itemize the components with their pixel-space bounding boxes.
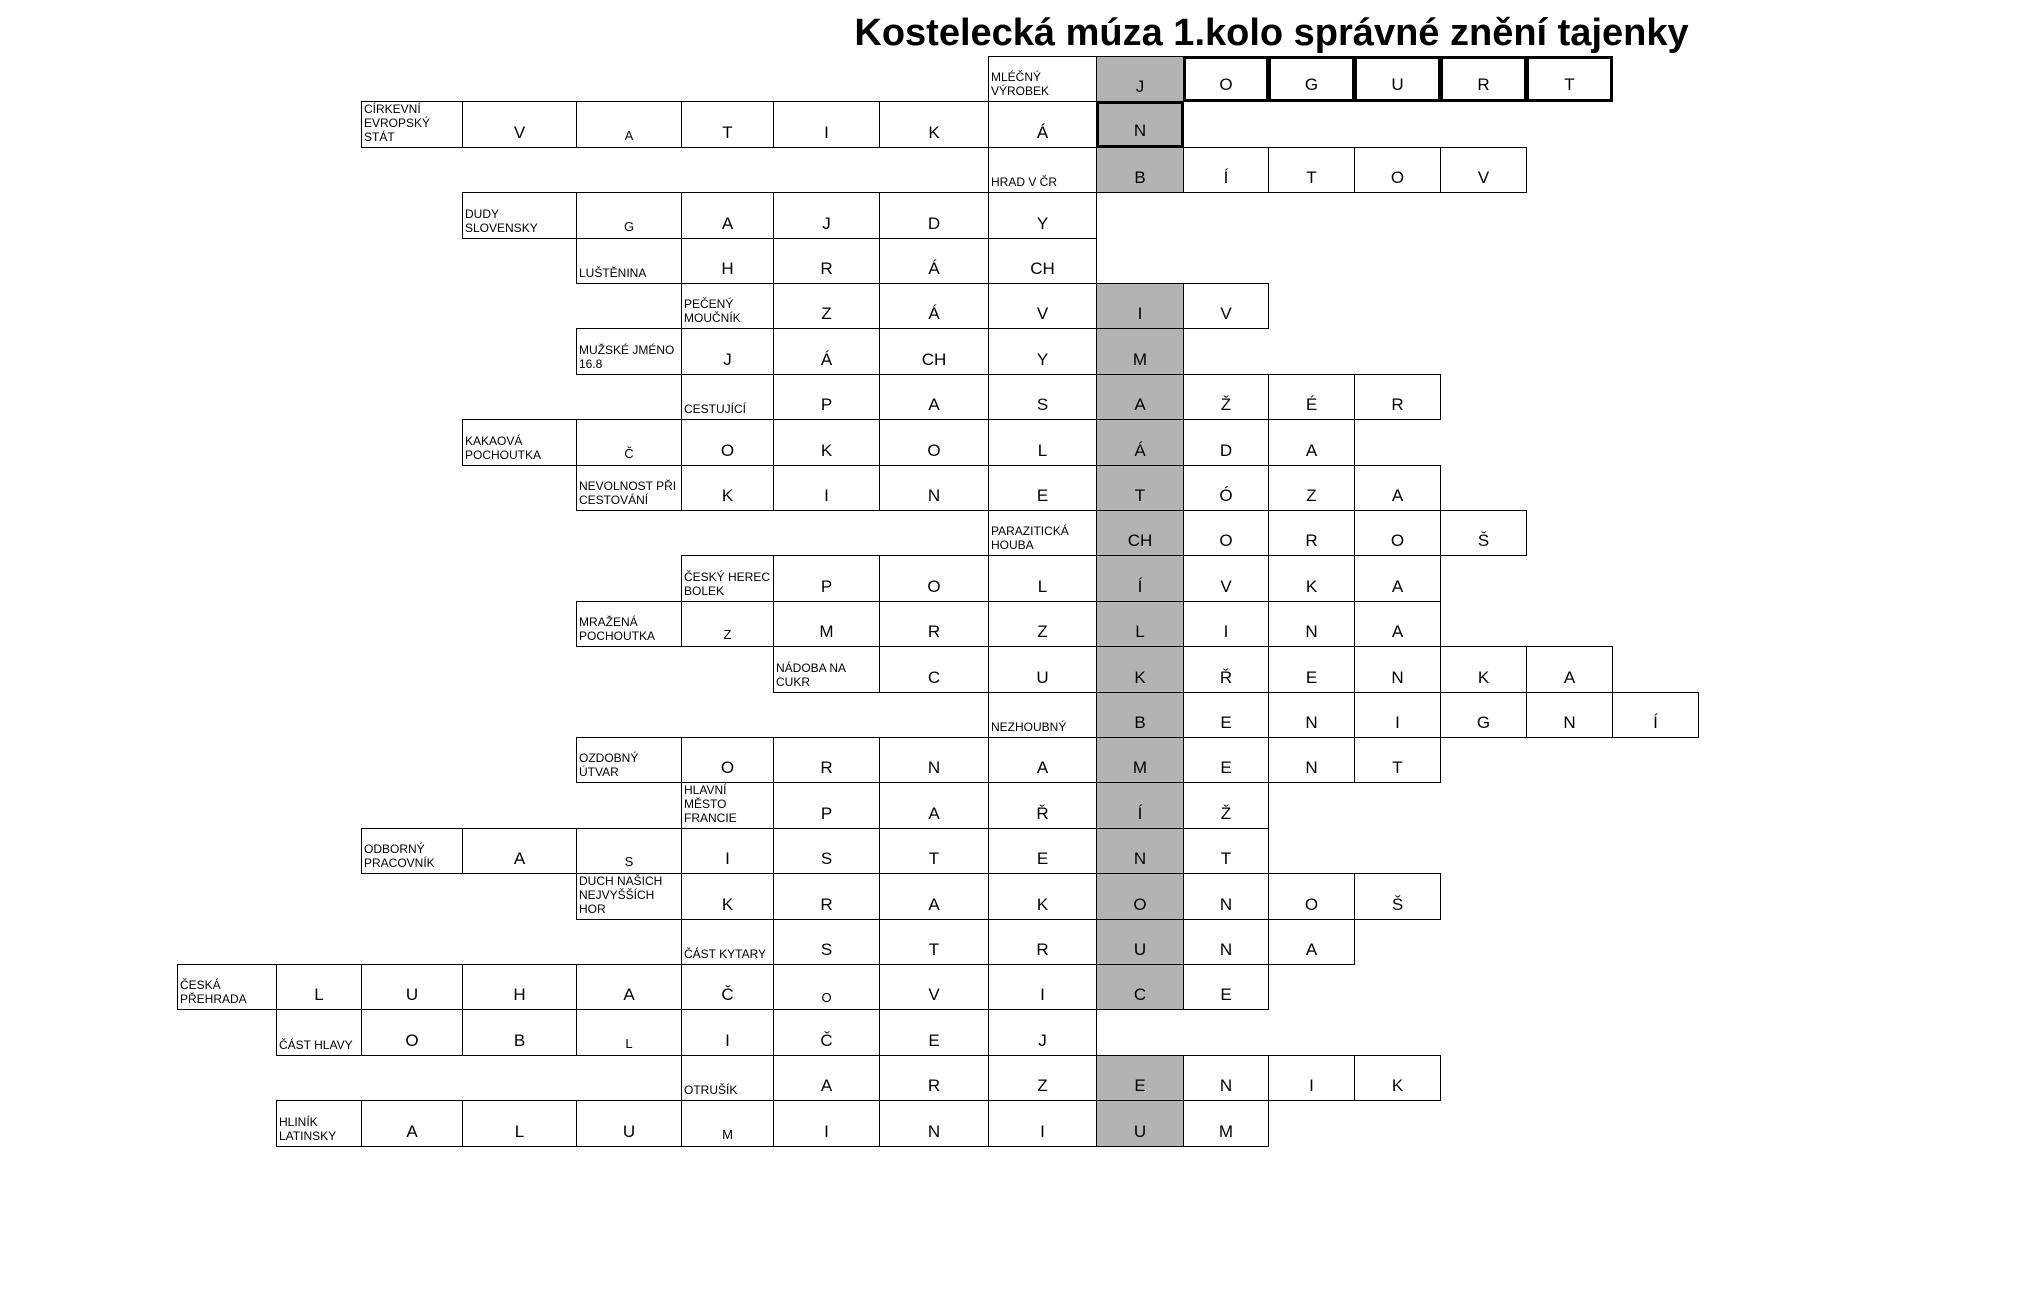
letter-cell[interactable]: T [1354,737,1441,783]
clue-cell: NEZHOUBNÝ [988,692,1097,738]
letter-cell[interactable]: K [1268,555,1355,601]
letter-cell[interactable]: H [681,238,774,284]
letter-cell[interactable]: D [1183,419,1269,465]
solution-letter-cell[interactable]: B [1096,692,1184,738]
letter-cell[interactable]: CH [879,328,989,374]
letter-cell[interactable]: T [879,919,989,965]
clue-cell: PEČENÝ MOUČNÍK [681,283,774,329]
letter-cell[interactable]: A [576,964,682,1010]
letter-cell[interactable]: A [988,737,1097,783]
solution-letter-cell[interactable]: Í [1096,555,1184,601]
solution-letter-cell[interactable]: CH [1096,510,1184,556]
letter-cell[interactable]: Á [879,238,989,284]
letter-cell[interactable]: Č [576,419,682,465]
letter-cell[interactable]: B [462,1009,577,1055]
clue-cell: HLINÍK LATINSKY [276,1100,362,1146]
letter-cell[interactable]: A [1354,555,1441,601]
solution-letter-cell[interactable]: N [1096,828,1184,874]
letter-cell[interactable]: Z [988,601,1097,647]
letter-cell[interactable]: K [988,873,1097,919]
letter-cell[interactable]: A [1526,646,1613,692]
solution-letter-cell[interactable]: O [1096,873,1184,919]
letter-cell[interactable]: I [1354,692,1441,738]
letter-cell[interactable]: R [1268,510,1355,556]
letter-cell[interactable]: Z [988,1055,1097,1101]
letter-cell[interactable]: T [879,828,989,874]
letter-cell[interactable]: K [681,873,774,919]
letter-cell[interactable]: Y [988,328,1097,374]
letter-cell[interactable]: C [879,646,989,692]
letter-cell[interactable]: É [1268,374,1355,420]
letter-cell[interactable]: N [1268,692,1355,738]
letter-cell[interactable]: R [879,1055,989,1101]
letter-cell[interactable]: O [1183,56,1269,102]
letter-cell[interactable]: V [879,964,989,1010]
letter-cell[interactable]: Ž [1183,374,1269,420]
letter-cell[interactable]: R [879,601,989,647]
letter-cell[interactable]: Í [1183,147,1269,193]
letter-cell[interactable]: Ó [1183,465,1269,511]
letter-cell[interactable]: N [1183,919,1269,965]
letter-cell[interactable]: O [879,555,989,601]
letter-cell[interactable]: A [462,828,577,874]
clue-cell: MRAŽENÁ POCHOUTKA [576,601,682,647]
letter-cell[interactable]: V [1183,555,1269,601]
letter-cell[interactable]: T [1268,147,1355,193]
letter-cell[interactable]: Y [988,192,1097,238]
clue-cell: CESTUJÍCÍ [681,374,774,420]
letter-cell[interactable]: O [681,419,774,465]
solution-letter-cell[interactable]: C [1096,964,1184,1010]
clue-cell: NÁDOBA NA CUKR [773,646,880,692]
letter-cell[interactable]: K [773,419,880,465]
letter-cell[interactable]: N [879,465,989,511]
letter-cell[interactable]: I [773,465,880,511]
letter-cell[interactable]: I [773,101,880,147]
letter-cell[interactable]: L [988,555,1097,601]
letter-cell[interactable]: A [576,101,682,147]
letter-cell[interactable]: N [1183,873,1269,919]
letter-cell[interactable]: R [773,737,880,783]
letter-cell[interactable]: P [773,374,880,420]
letter-cell[interactable]: Z [681,601,774,647]
solution-letter-cell[interactable]: Í [1096,782,1184,828]
solution-letter-cell[interactable]: A [1096,374,1184,420]
letter-cell[interactable]: U [1354,56,1441,102]
letter-cell[interactable]: N [879,1100,989,1146]
letter-cell[interactable]: R [988,919,1097,965]
clue-cell: ČESKÁ PŘEHRADA [177,964,277,1010]
letter-cell[interactable]: I [1183,601,1269,647]
letter-cell[interactable]: I [773,1100,880,1146]
clue-cell: OTRUŠÍK [681,1055,774,1101]
letter-cell[interactable]: Š [1440,510,1527,556]
solution-letter-cell[interactable]: I [1096,283,1184,329]
letter-cell[interactable]: A [879,873,989,919]
letter-cell[interactable]: Í [1612,692,1699,738]
letter-cell[interactable]: K [879,101,989,147]
letter-cell[interactable]: J [681,328,774,374]
letter-cell[interactable]: S [988,374,1097,420]
letter-cell[interactable]: A [1354,465,1441,511]
clue-cell: NEVOLNOST PŘI CESTOVÁNÍ [576,465,682,511]
letter-cell[interactable]: Z [1268,465,1355,511]
solution-letter-cell[interactable]: L [1096,601,1184,647]
letter-cell[interactable]: S [576,828,682,874]
letter-cell[interactable]: S [773,828,880,874]
letter-cell[interactable]: A [879,374,989,420]
letter-cell[interactable]: A [1268,919,1355,965]
letter-cell[interactable]: D [879,192,989,238]
letter-cell[interactable]: T [1183,828,1269,874]
solution-letter-cell[interactable]: E [1096,1055,1184,1101]
letter-cell[interactable]: M [681,1100,774,1146]
letter-cell[interactable]: I [988,1100,1097,1146]
letter-cell[interactable]: L [576,1009,682,1055]
solution-letter-cell[interactable]: U [1096,1100,1184,1146]
letter-cell[interactable]: E [1268,646,1355,692]
letter-cell[interactable]: E [879,1009,989,1055]
letter-cell[interactable]: A [681,192,774,238]
letter-cell[interactable]: T [681,101,774,147]
letter-cell[interactable]: A [879,782,989,828]
letter-cell[interactable]: Ř [988,782,1097,828]
clue-cell: DUCH NAŠICH NEJVYŠŠÍCH HOR [576,873,682,919]
letter-cell[interactable]: K [681,465,774,511]
letter-cell[interactable]: N [1183,1055,1269,1101]
letter-cell[interactable]: O [1268,873,1355,919]
letter-cell[interactable]: O [681,737,774,783]
solution-letter-cell[interactable]: B [1096,147,1184,193]
letter-cell[interactable]: V [1183,283,1269,329]
letter-cell[interactable]: A [1354,601,1441,647]
letter-cell[interactable]: V [1440,147,1527,193]
letter-cell[interactable]: L [988,419,1097,465]
solution-letter-cell[interactable]: M [1096,737,1184,783]
letter-cell[interactable]: O [361,1009,463,1055]
letter-cell[interactable]: S [773,919,880,965]
clue-cell: KAKAOVÁ POCHOUTKA [462,419,577,465]
letter-cell[interactable]: CH [988,238,1097,284]
clue-cell: DUDY SLOVENSKY [462,192,577,238]
letter-cell[interactable]: A [361,1100,463,1146]
solution-letter-cell[interactable]: M [1096,328,1184,374]
letter-cell[interactable]: E [1183,964,1269,1010]
letter-cell[interactable]: V [462,101,577,147]
letter-cell[interactable]: H [462,964,577,1010]
letter-cell[interactable]: K [1354,1055,1441,1101]
clue-cell: MLÉČNÝ VÝROBEK [988,56,1097,102]
letter-cell[interactable]: Á [988,101,1097,147]
solution-letter-cell[interactable]: N [1096,101,1184,147]
letter-cell[interactable]: E [1183,692,1269,738]
letter-cell[interactable]: I [1268,1055,1355,1101]
clue-cell: HLAVNÍ MĚSTO FRANCIE [681,782,774,828]
letter-cell[interactable]: R [1440,56,1527,102]
letter-cell[interactable]: A [773,1055,880,1101]
letter-cell[interactable]: O [1354,147,1441,193]
letter-cell[interactable]: Á [879,283,989,329]
letter-cell[interactable]: N [879,737,989,783]
title-text: Kostelecká múza 1.kolo správné znění tajenky [854,12,1689,54]
clue-cell: OZDOBNÝ ÚTVAR [576,737,682,783]
letter-cell[interactable]: I [681,828,774,874]
letter-cell[interactable]: O [1183,510,1269,556]
clue-cell: ČÁST KYTARY [681,919,774,965]
letter-cell[interactable]: M [773,601,880,647]
letter-cell[interactable]: O [879,419,989,465]
letter-cell[interactable]: N [1268,601,1355,647]
clue-cell: ČÁST HLAVY [276,1009,362,1055]
clue-cell: PARAZITICKÁ HOUBA [988,510,1097,556]
letter-cell[interactable]: O [1354,510,1441,556]
letter-cell[interactable]: L [462,1100,577,1146]
letter-cell[interactable]: E [988,828,1097,874]
letter-cell[interactable]: G [576,192,682,238]
letter-cell[interactable]: Á [773,328,880,374]
letter-cell[interactable]: Č [681,964,774,1010]
clue-cell: HRAD V ČR [988,147,1097,193]
letter-cell[interactable]: V [988,283,1097,329]
letter-cell[interactable]: P [773,555,880,601]
clue-cell: ODBORNÝ PRACOVNÍK [361,828,463,874]
letter-cell[interactable]: O [773,964,880,1010]
letter-cell[interactable]: U [361,964,463,1010]
clue-cell: CÍRKEVNÍ EVROPSKÝ STÁT [361,101,463,147]
letter-cell[interactable]: K [1440,646,1527,692]
letter-cell[interactable]: N [1268,737,1355,783]
letter-cell[interactable]: N [1526,692,1613,738]
clue-cell: MUŽSKÉ JMÉNO 16.8 [576,328,682,374]
letter-cell[interactable]: N [1354,646,1441,692]
letter-cell[interactable]: Ž [1183,782,1269,828]
solution-letter-cell[interactable]: K [1096,646,1184,692]
letter-cell[interactable]: R [773,238,880,284]
letter-cell[interactable]: T [1526,56,1613,102]
letter-cell[interactable]: R [1354,374,1441,420]
letter-cell[interactable]: M [1183,1100,1269,1146]
letter-cell[interactable]: Š [1354,873,1441,919]
letter-cell[interactable]: Č [773,1009,880,1055]
letter-cell[interactable]: U [988,646,1097,692]
letter-cell[interactable]: I [681,1009,774,1055]
letter-cell[interactable]: U [576,1100,682,1146]
letter-cell[interactable]: A [1268,419,1355,465]
solution-letter-cell[interactable]: J [1096,56,1184,102]
solution-letter-cell[interactable]: U [1096,919,1184,965]
letter-cell[interactable]: G [1268,56,1355,102]
letter-cell[interactable]: G [1440,692,1527,738]
letter-cell[interactable]: Z [773,283,880,329]
solution-letter-cell[interactable]: Á [1096,419,1184,465]
letter-cell[interactable]: Ř [1183,646,1269,692]
letter-cell[interactable]: E [988,465,1097,511]
letter-cell[interactable]: P [773,782,880,828]
letter-cell[interactable]: E [1183,737,1269,783]
letter-cell[interactable]: R [773,873,880,919]
clue-cell: LUŠTĚNINA [576,238,682,284]
letter-cell[interactable]: J [773,192,880,238]
letter-cell[interactable]: J [988,1009,1097,1055]
letter-cell[interactable]: L [276,964,362,1010]
letter-cell[interactable]: I [988,964,1097,1010]
clue-cell: ČESKÝ HEREC BOLEK [681,555,774,601]
solution-letter-cell[interactable]: T [1096,465,1184,511]
